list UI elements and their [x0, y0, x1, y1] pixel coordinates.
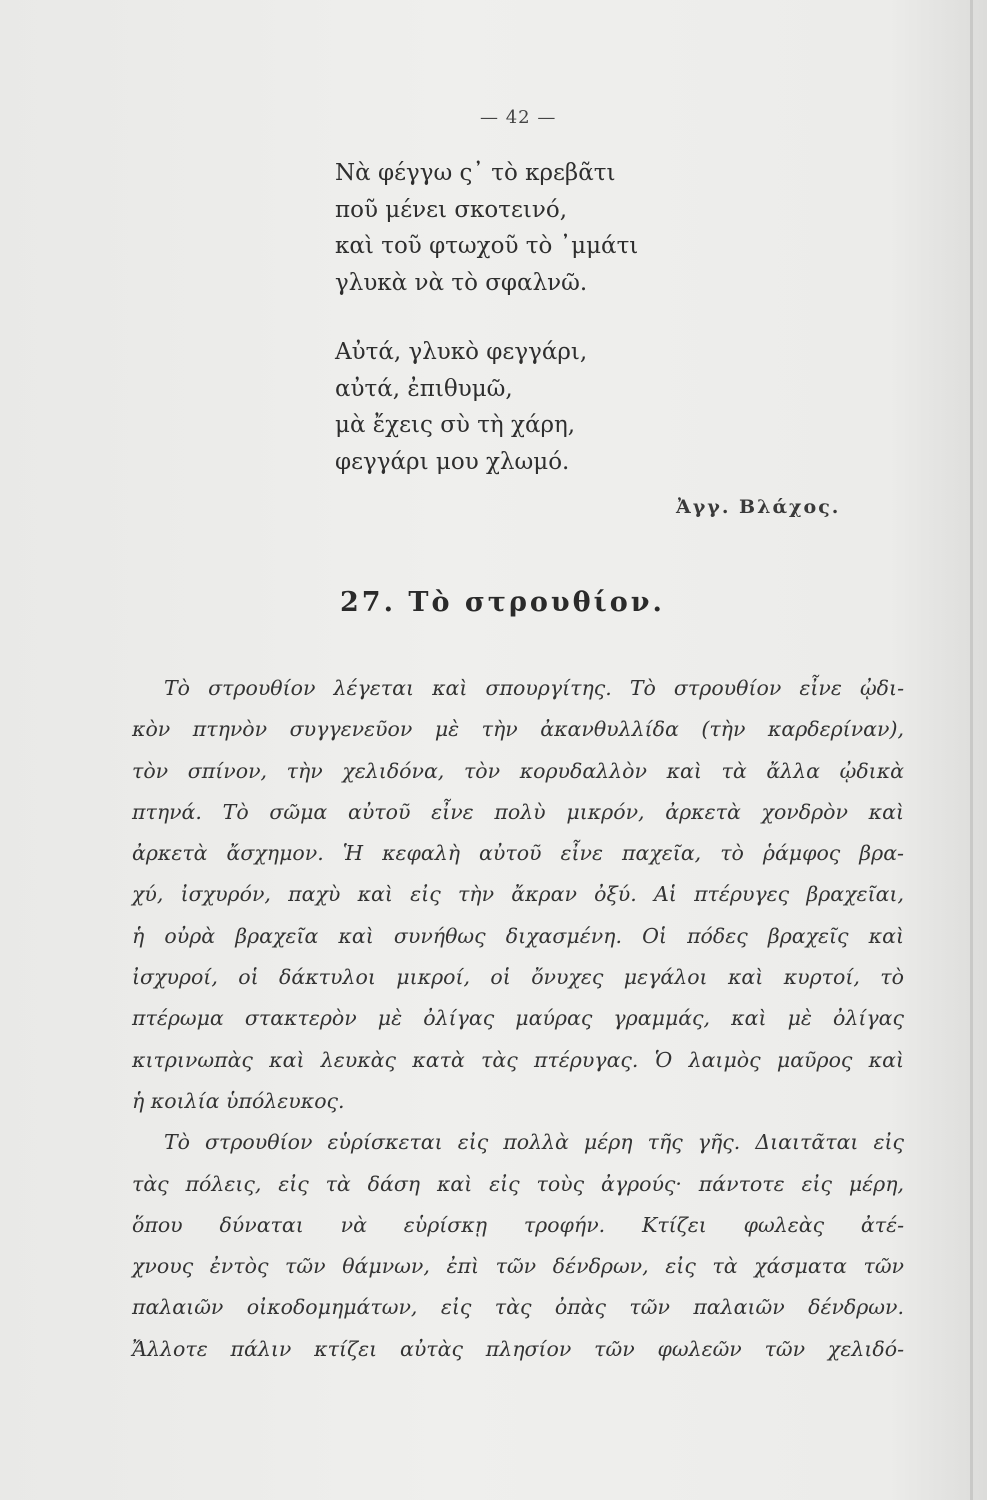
prose-line: πτέρωμα στακτερὸν μὲ ὀλίγας μαύρας γραμμάς, καὶ μὲ ὀλίγας — [132, 1006, 904, 1031]
prose-line: ἡ κοιλία ὑπόλευκος. — [132, 1088, 345, 1113]
prose-line: Τὸ στρουθίον εὑρίσκεται εἰς πολλὰ μέρη τῆς γῆς. Διαιτᾶται εἰς — [164, 1130, 904, 1155]
page-edge-shadow — [970, 0, 973, 1500]
poem-stanza — [335, 334, 735, 480]
poem — [335, 155, 735, 513]
prose-line: παλαιῶν οἰκοδομημάτων, εἰς τὰς ὀπὰς τῶν παλαιῶν δένδρων. — [132, 1295, 904, 1320]
poem-stanza — [335, 155, 735, 301]
prose-line: ἀρκετὰ ἄσχημον. Ἡ κεφαλὴ αὐτοῦ εἶνε παχεῖα, τὸ ῥάμφος βρα- — [132, 841, 904, 866]
prose-line: ὅπου δύναται νὰ εὑρίσκῃ τροφήν. Κτίζει φωλεὰς ἀτέ- — [132, 1212, 904, 1237]
prose-line: τὰς πόλεις, εἰς τὰ δάση καὶ εἰς τοὺς ἀγρούς· πάντοτε εἰς μέρη, — [132, 1171, 904, 1196]
prose-line: ἡ οὐρὰ βραχεῖα καὶ συνήθως διχασμένη. Οἱ πόδες βραχεῖς καὶ — [132, 923, 904, 948]
poem-author: Ἀγγ. Βλάχος. — [676, 496, 841, 518]
prose-line: Ἄλλοτε πάλιν κτίζει αὐτὰς πλησίον τῶν φωλεῶν τῶν χελιδό- — [132, 1336, 904, 1361]
prose-line: χύ, ἰσχυρόν, παχὺ καὶ εἰς τὴν ἄκραν ὀξύ. Αἱ πτέρυγες βραχεῖαι, — [132, 882, 904, 907]
prose-line: πτηνά. Τὸ σῶμα αὐτοῦ εἶνε πολὺ μικρόν, ἀρκετὰ χονδρὸν καὶ — [132, 799, 904, 824]
poem-line: γλυκὰ νὰ τὸ σφαλνῶ. — [335, 269, 588, 296]
poem-line: αὐτά, ἐπιθυμῶ, — [335, 375, 513, 402]
poem-line: ποῦ μένει σκοτεινό, — [335, 196, 568, 223]
poem-line: καὶ τοῦ φτωχοῦ τὸ ᾽μμάτι — [335, 233, 639, 259]
prose-body — [132, 668, 912, 1370]
prose-line: Τὸ στρουθίον λέγεται καὶ σπουργίτης. Τὸ στρουθίον εἶνε ᾠδι- — [164, 676, 904, 700]
prose-line: χνους ἐντὸς τῶν θάμνων, ἐπὶ τῶν δένδρων, εἰς τὰ χάσματα τῶν — [132, 1254, 904, 1279]
poem-line: φεγγάρι μου χλωμό. — [335, 448, 570, 475]
prose-line: κιτρινωπὰς καὶ λευκὰς κατὰ τὰς πτέρυγας. Ὁ λαιμὸς μαῦρος καὶ — [132, 1047, 904, 1072]
poem-line: Αὐτά, γλυκὸ φεγγάρι, — [335, 339, 588, 365]
page-number: — 42 — — [480, 107, 557, 128]
poem-line: Νὰ φέγγω ς᾽ τὸ κρεβᾶτι — [335, 160, 616, 186]
section-heading: 27. Τὸ στρουθίον. — [340, 587, 665, 618]
prose-line: κὸν πτηνὸν συγγενεῦον μὲ τὴν ἀκανθυλλίδα (τὴν καρδερίναν), — [132, 717, 904, 742]
prose-line: ἰσχυροί, οἱ δάκτυλοι μικροί, οἱ ὄνυχες μεγάλοι καὶ κυρτοί, τὸ — [132, 965, 904, 990]
poem-line: μὰ ἔχεις σὺ τὴ χάρη, — [335, 412, 576, 438]
prose-line: τὸν σπίνον, τὴν χελιδόνα, τὸν κορυδαλλὸν καὶ τὰ ἄλλα ᾠδικὰ — [132, 758, 904, 783]
